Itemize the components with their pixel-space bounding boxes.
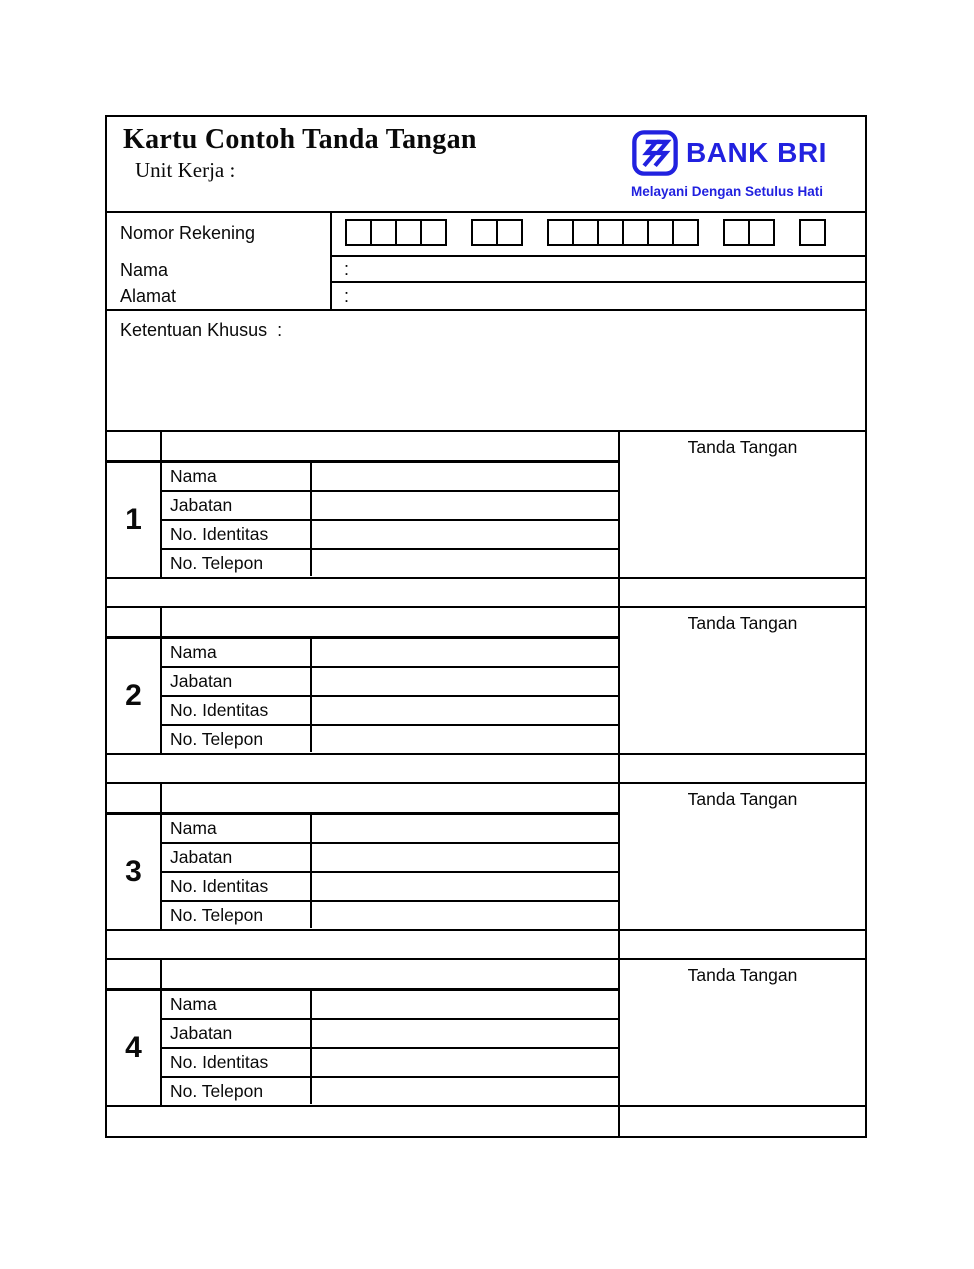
account-digit-group: [723, 219, 775, 246]
signer-1-signature-area[interactable]: [618, 432, 865, 577]
account-digit-box[interactable]: [370, 219, 397, 246]
signer-4-nama-label: Nama: [162, 991, 312, 1018]
page-title: Kartu Contoh Tanda Tangan: [123, 124, 477, 155]
signer-1-number: 1: [107, 463, 162, 577]
account-digit-box[interactable]: [345, 219, 372, 246]
account-digit-box[interactable]: [547, 219, 574, 246]
account-digit-box[interactable]: [622, 219, 649, 246]
name-label: Nama: [120, 260, 169, 280]
signer-1-identitas-field[interactable]: [312, 521, 618, 548]
account-digit-group: [799, 219, 826, 246]
account-digit-box[interactable]: [799, 219, 826, 246]
signature-column-header: Tanda Tangan: [687, 789, 798, 809]
account-digit-box[interactable]: [420, 219, 447, 246]
account-digit-box[interactable]: [572, 219, 599, 246]
signature-column-header: Tanda Tangan: [687, 965, 798, 985]
signer-3-signature-area[interactable]: [618, 784, 865, 929]
signer-3-header-cell: [107, 784, 162, 812]
table-row: [162, 1049, 618, 1078]
signer-4-identitas-field[interactable]: [312, 1049, 618, 1076]
account-number-label: Nomor Rekening: [120, 223, 256, 243]
address-row: [332, 283, 865, 309]
bank-brand-block: [631, 129, 843, 199]
account-digit-box[interactable]: [471, 219, 498, 246]
signer-4-signature-area[interactable]: [618, 960, 865, 1105]
signer-section-1: [107, 432, 865, 579]
table-row: [162, 463, 618, 492]
signer-2-nama-label: Nama: [162, 639, 312, 666]
signer-2-header-strip: [107, 608, 618, 639]
table-row: [162, 668, 618, 697]
table-row: [162, 873, 618, 902]
signer-3-identitas-field[interactable]: [312, 873, 618, 900]
table-row: [162, 844, 618, 873]
signer-1-identitas-label: No. Identitas: [162, 521, 312, 548]
signer-4-identitas-label: No. Identitas: [162, 1049, 312, 1076]
signer-2-header-cell: [107, 608, 162, 636]
account-digit-group: [547, 219, 699, 246]
signer-1-jabatan-label: Jabatan: [162, 492, 312, 519]
signer-1-nama-label: Nama: [162, 463, 312, 490]
signer-2-nama-field[interactable]: [312, 639, 618, 666]
signer-3-nama-field[interactable]: [312, 815, 618, 842]
special-terms-label: Ketentuan Khusus: [120, 320, 268, 340]
signer-2-jabatan-label: Jabatan: [162, 668, 312, 695]
signer-3-jabatan-field[interactable]: [312, 844, 618, 871]
table-row: [162, 697, 618, 726]
name-row: [332, 257, 865, 283]
name-colon: :: [344, 258, 350, 279]
table-row: [162, 1020, 618, 1049]
signer-4-nama-field[interactable]: [312, 991, 618, 1018]
bank-name: BANK BRI: [686, 137, 827, 168]
account-digit-group: [345, 219, 447, 246]
table-row: [162, 815, 618, 844]
signer-2-identitas-field[interactable]: [312, 697, 618, 724]
address-label: Alamat: [120, 286, 177, 306]
signer-4-number: 4: [107, 991, 162, 1105]
signer-2-jabatan-field[interactable]: [312, 668, 618, 695]
signer-4-header-strip: [107, 960, 618, 991]
signer-4-telepon-field[interactable]: [312, 1078, 618, 1104]
signer-3-header-strip: [107, 784, 618, 815]
signer-section-2: [107, 608, 865, 755]
special-terms-colon: :: [277, 320, 283, 340]
account-digit-box[interactable]: [395, 219, 422, 246]
separator-row: [107, 579, 865, 608]
signer-2-number: 2: [107, 639, 162, 753]
signer-3-jabatan-label: Jabatan: [162, 844, 312, 871]
table-row: [162, 550, 618, 576]
signer-3-identitas-label: No. Identitas: [162, 873, 312, 900]
signer-3-nama-label: Nama: [162, 815, 312, 842]
bri-logo-icon: [631, 129, 679, 177]
account-digit-box[interactable]: [672, 219, 699, 246]
table-row: [162, 521, 618, 550]
signature-column-header: Tanda Tangan: [687, 613, 798, 633]
signer-4-telepon-label: No. Telepon: [162, 1078, 312, 1104]
account-digit-box[interactable]: [748, 219, 775, 246]
table-row: [162, 991, 618, 1020]
bank-tagline: Melayani Dengan Setulus Hati: [631, 184, 824, 199]
address-colon: :: [344, 285, 350, 306]
table-row: [162, 639, 618, 668]
table-row: [162, 492, 618, 521]
account-digit-box[interactable]: [597, 219, 624, 246]
signer-4-header-cell: [107, 960, 162, 988]
table-row: [162, 726, 618, 752]
signer-section-3: [107, 784, 865, 931]
account-digit-group: [471, 219, 523, 246]
signer-3-number: 3: [107, 815, 162, 929]
unit-kerja-label: Unit Kerja :: [135, 158, 236, 182]
table-row: [162, 1078, 618, 1104]
separator-row: [107, 1107, 865, 1136]
signer-3-telepon-label: No. Telepon: [162, 902, 312, 928]
account-block: [107, 213, 865, 311]
table-row: [162, 902, 618, 928]
account-number-boxes-row: [332, 213, 865, 257]
signature-card-form: [105, 115, 867, 1138]
signer-4-jabatan-label: Jabatan: [162, 1020, 312, 1047]
account-digit-box[interactable]: [723, 219, 750, 246]
signer-section-4: [107, 960, 865, 1107]
signer-3-telepon-field[interactable]: [312, 902, 618, 928]
address-value-field[interactable]: [357, 283, 865, 309]
signer-2-telepon-field[interactable]: [312, 726, 618, 752]
signer-2-identitas-label: No. Identitas: [162, 697, 312, 724]
signature-column-header: Tanda Tangan: [687, 437, 798, 457]
separator-row: [107, 931, 865, 960]
signer-1-header-cell: [107, 432, 162, 460]
signer-1-header-strip: [107, 432, 618, 463]
account-labels-column: [107, 213, 332, 309]
name-value-field[interactable]: [357, 257, 865, 281]
signer-4-jabatan-field[interactable]: [312, 1020, 618, 1047]
separator-row: [107, 755, 865, 784]
special-terms-block: [107, 311, 865, 432]
signer-1-nama-field[interactable]: [312, 463, 618, 490]
signer-1-jabatan-field[interactable]: [312, 492, 618, 519]
signer-1-telepon-label: No. Telepon: [162, 550, 312, 576]
signer-2-signature-area[interactable]: [618, 608, 865, 753]
account-digit-box[interactable]: [647, 219, 674, 246]
account-digit-box[interactable]: [496, 219, 523, 246]
form-header: [107, 117, 865, 213]
signer-1-telepon-field[interactable]: [312, 550, 618, 576]
signer-2-telepon-label: No. Telepon: [162, 726, 312, 752]
